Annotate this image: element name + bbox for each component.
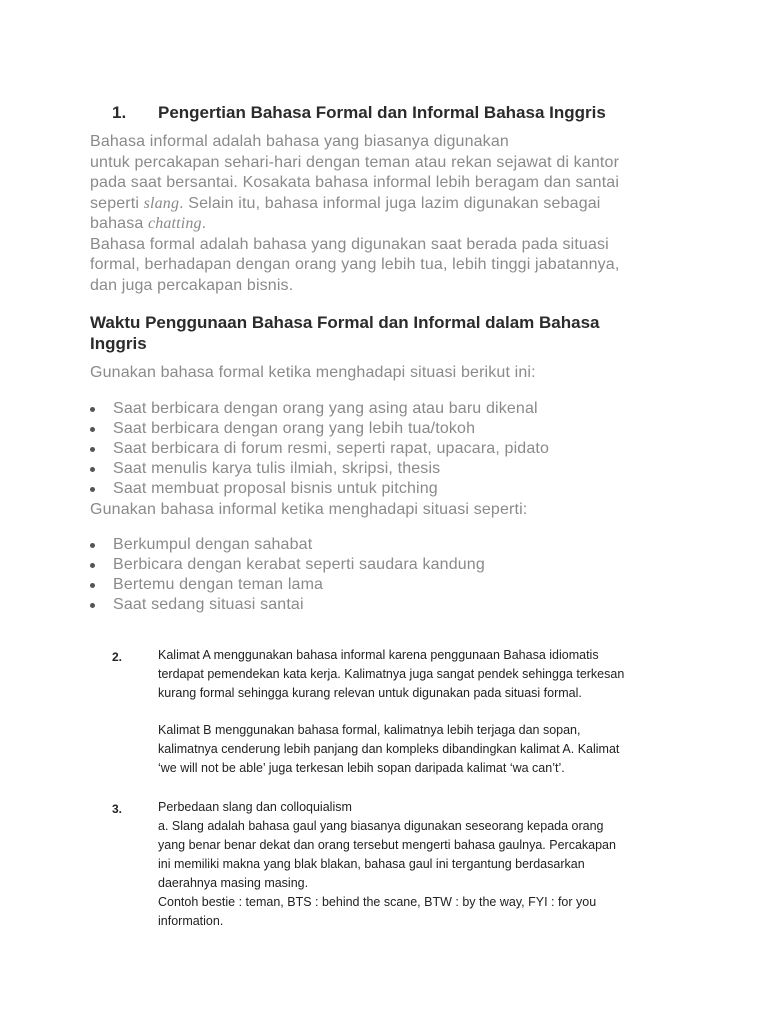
bullet-icon [90,563,95,568]
answer-line: kurang formal sehingga kurang relevan untuk digunakan pada situasi formal. [158,686,582,700]
para-text: seperti [90,194,144,212]
answer-3-number: 3. [112,802,123,816]
heading-line: Inggris [90,334,147,353]
list-item [90,439,549,459]
formal-list [90,399,549,499]
para-line [90,214,690,235]
bullet-icon [90,467,95,472]
bullet-icon [90,407,95,412]
answer-2-paragraph-1 [158,646,624,703]
list-item [90,479,549,499]
answer-line: a. Slang adalah bahasa gaul yang biasanya digunakan seseorang kepada orang [158,819,604,833]
list-item [90,399,549,419]
para-line: pada saat bersantai. Kosakata bahasa informal lebih beragam dan santai [90,174,620,191]
answer-2-number: 2. [112,650,123,664]
section-1-number: 1. [112,103,127,122]
answer-line: ini memiliki makna yang blak blakan, bahasa gaul ini tergantung berdasarkan [158,857,585,871]
italic-term-chatting: chatting [148,215,202,232]
answer-line: Contoh bestie : teman, BTS : behind the scane, BTW : by the way, FYI : for you [158,895,597,909]
informal-list [90,535,485,615]
answer-line: ‘we will not be able’ juga terkesan lebih sopan daripada kalimat ‘wa can’t’. [158,761,565,775]
list-item [90,459,549,479]
list-item [90,535,485,555]
para-line: formal, berhadapan dengan orang yang lebih tua, lebih tinggi jabatannya, [90,256,620,273]
usage-heading [90,312,690,354]
bullet-icon [90,487,95,492]
bullet-icon [90,447,95,452]
answer-line: Kalimat B menggunakan bahasa formal, kalimatnya lebih terjaga dan sopan, [158,723,581,737]
list-item-text: Saat membuat proposal bisnis untuk pitching [113,480,438,497]
answer-line: daerahnya masing masing. [158,876,309,890]
italic-term-slang: slang [143,194,180,212]
informal-intro: Gunakan bahasa informal ketika menghadapi situasi seperti: [90,501,528,518]
bullet-icon [90,543,95,548]
bullet-icon [90,583,95,588]
para-line: Bahasa informal adalah bahasa yang biasanya digunakan [90,133,509,150]
para-line: dan juga percakapan bisnis. [90,276,294,294]
answer-line: terdapat pemendekan kata kerja. Kalimatnya juga sangat pendek sehingga terkesan [158,667,625,681]
heading-line: Waktu Penggunaan Bahasa Formal dan Informal dalam Bahasa [90,313,600,332]
list-item-text: Berbicara dengan kerabat seperti saudara kandung [113,556,485,573]
answer-line: Kalimat A menggunakan bahasa informal karena penggunaan Bahasa idiomatis [158,648,599,662]
list-item-text: Saat berbicara dengan orang yang asing atau baru dikenal [113,400,538,417]
list-item-text: Saat berbicara di forum resmi, seperti rapat, upacara, pidato [113,440,550,457]
para-text: bahasa [90,215,148,232]
para-text: . Selain itu, bahasa informal juga lazim digunakan sebagai [179,194,601,212]
definition-paragraph [90,132,690,296]
para-line: Bahasa formal adalah bahasa yang digunakan saat berada pada situasi [90,235,609,253]
bullet-icon [90,427,95,432]
answer-line: yang benar benar dekat dan orang tersebut mengerti bahasa gaulnya. Percakapan [158,838,616,852]
para-text: . [201,215,207,232]
list-item [90,555,485,575]
list-item-text: Saat berbicara dengan orang yang lebih tua/tokoh [113,420,476,437]
list-item [90,575,485,595]
list-item [90,419,549,439]
bullet-icon [90,603,95,608]
section-1-title: Pengertian Bahasa Formal dan Informal Bahasa Inggris [158,103,606,122]
answer-line: information. [158,914,224,928]
answer-line: kalimatnya cenderung lebih panjang dan kompleks dibandingkan kalimat A. Kalimat [158,742,620,756]
section-1-heading [112,103,606,123]
list-item-text: Berkumpul dengan sahabat [113,536,313,553]
answer-2-paragraph-2 [158,721,619,778]
list-item-text: Saat menulis karya tulis ilmiah, skripsi, thesis [113,460,441,477]
list-item-text: Bertemu dengan teman lama [113,576,324,593]
answer-line: Perbedaan slang dan colloquialism [158,800,352,814]
list-item-text: Saat sedang situasi santai [113,596,304,613]
para-line: untuk percakapan sehari-hari dengan teman atau rekan sejawat di kantor [90,153,620,171]
para-line [90,194,690,215]
formal-intro: Gunakan bahasa formal ketika menghadapi situasi berikut ini: [90,364,536,381]
answer-3-paragraph [158,798,616,931]
list-item [90,595,485,615]
